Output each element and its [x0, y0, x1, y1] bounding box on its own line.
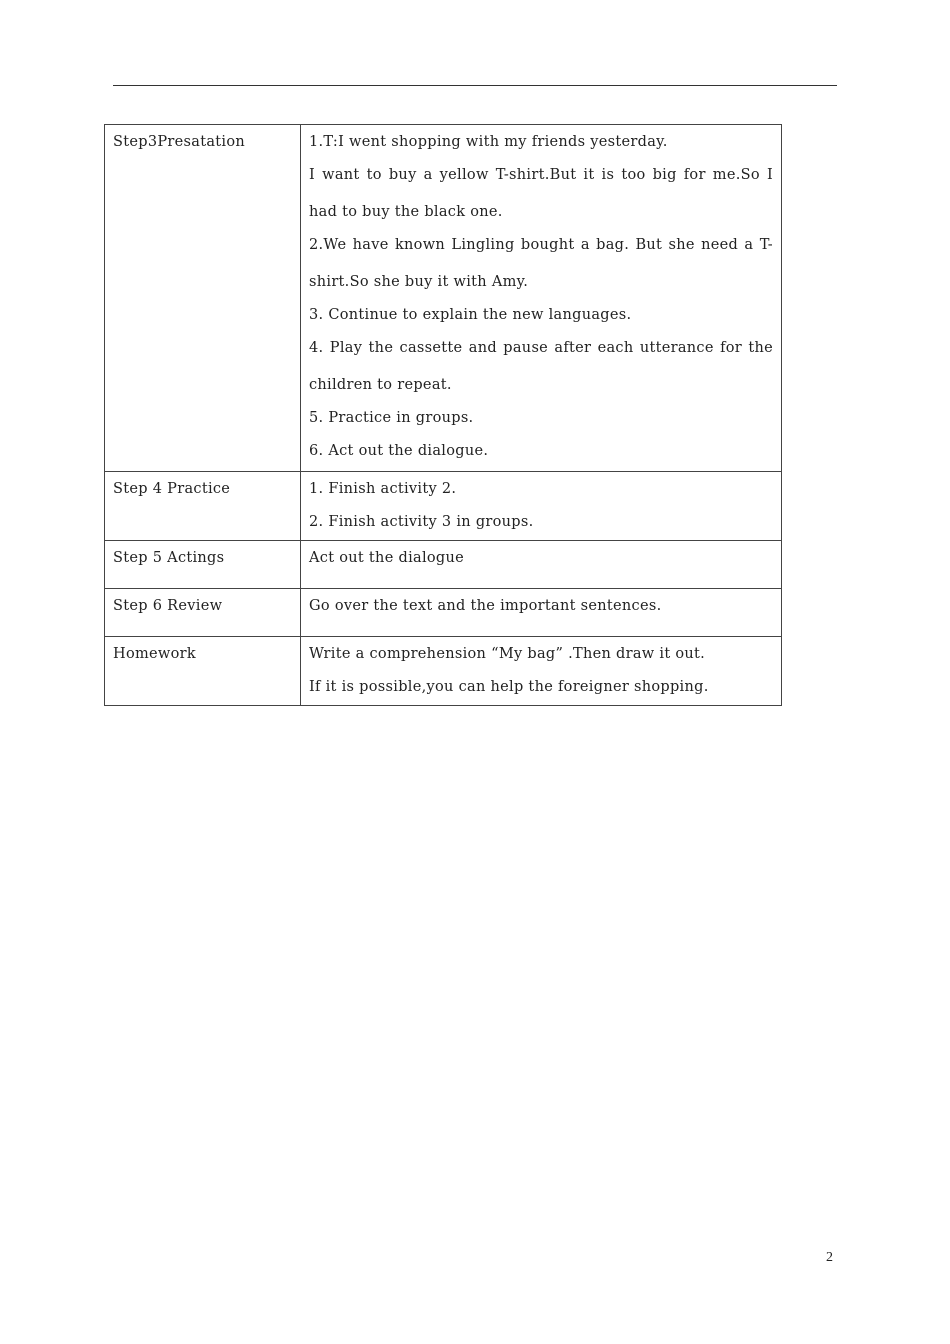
step-label: Homework: [105, 637, 301, 706]
activity-cell: [301, 541, 782, 589]
activity-line: I want to buy a yellow T-shirt.But it is too big for me.So I had to buy the black one.: [309, 167, 773, 220]
activity-line: Go over the text and the important sentences.: [309, 598, 662, 614]
activity-line: 4. Play the cassette and pause after each utterance for the children to repeat.: [309, 340, 773, 393]
lesson-plan-table: [104, 124, 782, 706]
activity-line: 2.We have known Lingling bought a bag. But she need a T-shirt.So she buy it with Amy.: [309, 237, 773, 290]
step-label: Step 5 Actings: [105, 541, 301, 589]
activity-line: 3. Continue to explain the new languages.: [309, 307, 632, 323]
activity-line: 5. Practice in groups.: [309, 410, 474, 426]
table-row: [105, 125, 782, 472]
step-label: Step3Presatation: [105, 125, 301, 472]
table-row: [105, 637, 782, 706]
activity-line: Write a comprehension “My bag” .Then draw it out.: [309, 646, 706, 662]
activity-line: 6. Act out the dialogue.: [309, 443, 489, 459]
page-number: 2: [826, 1250, 833, 1265]
activity-line: 1.T:I went shopping with my friends yesterday.: [309, 134, 668, 150]
activity-cell: [301, 637, 782, 706]
activity-cell: [301, 125, 782, 472]
header-rule: [113, 85, 837, 86]
activity-line: Act out the dialogue: [309, 550, 465, 566]
table-row: [105, 589, 782, 637]
activity-cell: [301, 589, 782, 637]
activity-line: 2. Finish activity 3 in groups.: [309, 514, 534, 530]
table-row: [105, 472, 782, 541]
table-row: [105, 541, 782, 589]
activity-line: If it is possible,you can help the foreigner shopping.: [309, 679, 709, 695]
activity-line: 1. Finish activity 2.: [309, 481, 457, 497]
step-label: Step 6 Review: [105, 589, 301, 637]
step-label: Step 4 Practice: [105, 472, 301, 541]
activity-cell: [301, 472, 782, 541]
